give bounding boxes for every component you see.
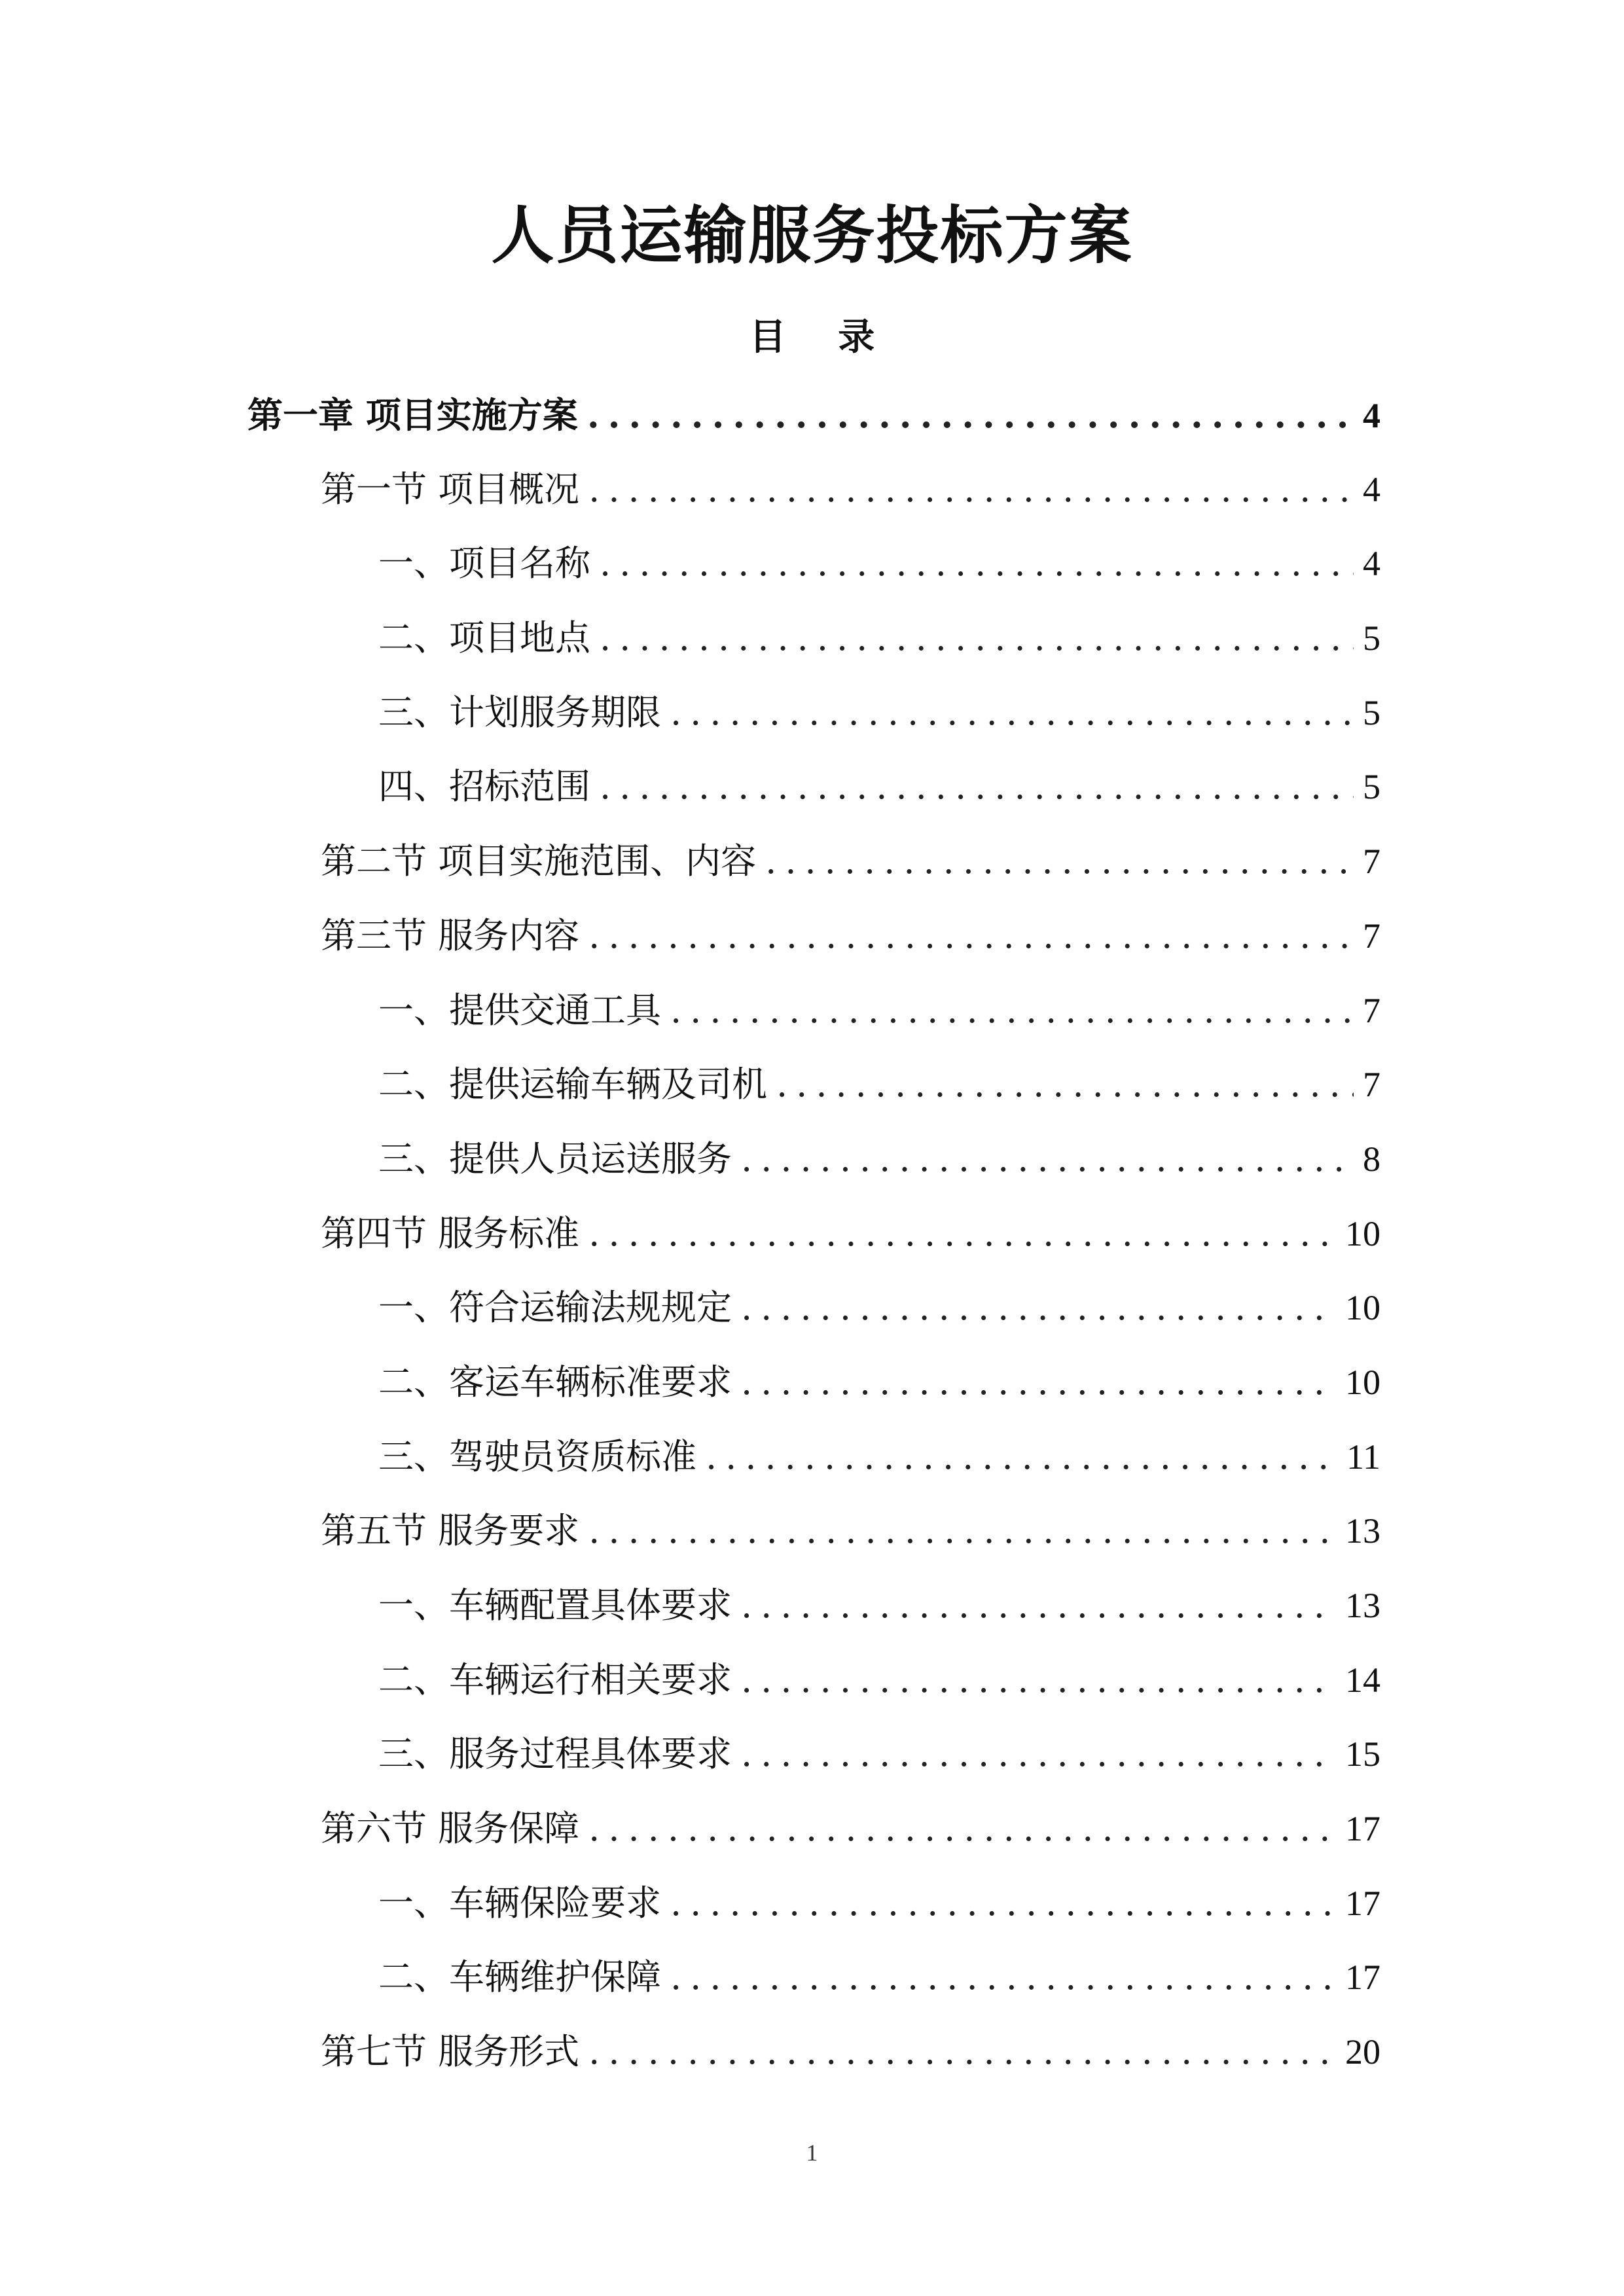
toc-entry-page: 8 — [1363, 1139, 1380, 1179]
toc-dot-leader — [776, 1052, 1354, 1117]
toc-entry[interactable] — [0, 382, 1624, 457]
toc-entry-label: 第一节 项目概况 — [321, 468, 580, 510]
toc-entry[interactable] — [0, 1126, 1624, 1201]
toc-entry-page: 5 — [1363, 619, 1380, 658]
toc-entry[interactable] — [0, 978, 1624, 1052]
toc-entry-label: 一、项目名称 — [378, 543, 590, 584]
document-title: 人员运输服务投标方案 — [491, 198, 1133, 272]
toc-dot-leader — [600, 754, 1354, 819]
toc-entry-page: 10 — [1345, 1288, 1380, 1328]
toc-dot-leader — [765, 829, 1354, 894]
toc-entry[interactable] — [0, 457, 1624, 531]
toc-entry-label: 四、招标范围 — [378, 766, 590, 808]
toc-dot-leader — [741, 1573, 1336, 1638]
toc-entry[interactable] — [0, 1052, 1624, 1126]
toc-entry-page: 7 — [1363, 990, 1380, 1030]
toc-dot-leader — [670, 978, 1354, 1043]
toc-entry-page: 14 — [1345, 1660, 1380, 1700]
toc-entry[interactable] — [0, 1573, 1624, 1647]
toc-entry-page: 15 — [1345, 1734, 1380, 1774]
toc-dot-leader — [588, 457, 1354, 522]
toc-entry[interactable] — [0, 1796, 1624, 1871]
toc-heading: 目 录 — [749, 315, 895, 359]
toc-entry-label: 一、符合运输法规规定 — [378, 1287, 732, 1329]
toc-entry-page: 13 — [1345, 1586, 1380, 1625]
toc-entry[interactable] — [0, 1721, 1624, 1796]
toc-entry-label: 二、项目地点 — [378, 617, 590, 659]
toc-dot-leader — [741, 1721, 1336, 1787]
toc-entry-page: 13 — [1345, 1511, 1380, 1551]
toc-entry[interactable] — [0, 1647, 1624, 1722]
toc-entry-page: 10 — [1345, 1362, 1380, 1402]
toc-dot-leader — [741, 1126, 1354, 1192]
toc-dot-leader — [587, 382, 1354, 448]
toc-entry-label: 第六节 服务保障 — [321, 1808, 580, 1850]
toc-entry-label: 二、车辆运行相关要求 — [378, 1659, 732, 1700]
toc-entry-page: 17 — [1345, 1809, 1380, 1849]
toc-entry-page: 5 — [1363, 692, 1380, 732]
toc-entry-page: 4 — [1363, 469, 1380, 509]
toc-dot-leader — [670, 1945, 1336, 2010]
toc-entry-page: 17 — [1345, 1958, 1380, 1998]
toc-entry-label: 三、提供人员运送服务 — [378, 1138, 732, 1179]
toc-entry-page: 7 — [1363, 842, 1380, 882]
toc-entry-label: 三、驾驶员资质标准 — [378, 1435, 696, 1477]
toc-dot-leader — [706, 1424, 1337, 1490]
toc-entry-label: 第一章 项目实施方案 — [247, 394, 578, 436]
toc-entry-label: 二、车辆维护保障 — [378, 1956, 661, 1998]
toc-entry-page: 17 — [1345, 1883, 1380, 1923]
toc-dot-leader — [670, 680, 1354, 745]
toc-entry-page: 4 — [1363, 544, 1380, 584]
toc-dot-leader — [600, 605, 1354, 671]
toc-dot-leader — [741, 1647, 1336, 1713]
toc-dot-leader — [588, 1498, 1336, 1564]
toc-dot-leader — [741, 1275, 1336, 1340]
toc-entry-label: 第五节 服务要求 — [321, 1510, 580, 1552]
toc-entry-page: 4 — [1363, 396, 1380, 435]
toc-entry-label: 第三节 服务内容 — [321, 914, 580, 956]
toc-entry-label: 二、客运车辆标准要求 — [378, 1361, 732, 1403]
toc-entry[interactable] — [0, 829, 1624, 903]
toc-entry-page: 7 — [1363, 1065, 1380, 1105]
page-number: 1 — [806, 2140, 818, 2166]
toc-entry-label: 第二节 项目实施范围、内容 — [321, 840, 757, 882]
toc-entry[interactable] — [0, 754, 1624, 829]
toc-entry[interactable] — [0, 531, 1624, 605]
toc-entry[interactable] — [0, 2019, 1624, 2094]
toc-entry[interactable] — [0, 680, 1624, 755]
toc-entry-label: 二、提供运输车辆及司机 — [378, 1064, 767, 1105]
table-of-contents — [0, 382, 1624, 2094]
toc-dot-leader — [588, 2019, 1336, 2085]
toc-entry[interactable] — [0, 1275, 1624, 1350]
toc-entry[interactable] — [0, 1498, 1624, 1573]
toc-entry-label: 三、服务过程具体要求 — [378, 1733, 732, 1775]
toc-entry-label: 三、计划服务期限 — [378, 691, 661, 733]
toc-entry-label: 一、提供交通工具 — [378, 989, 661, 1031]
toc-entry[interactable] — [0, 1871, 1624, 1945]
toc-entry[interactable] — [0, 1945, 1624, 2019]
toc-entry-page: 5 — [1363, 767, 1380, 807]
toc-entry-label: 一、车辆保险要求 — [378, 1882, 661, 1924]
toc-entry-page: 11 — [1346, 1437, 1380, 1477]
toc-entry-page: 20 — [1345, 2032, 1380, 2072]
toc-entry-page: 7 — [1363, 916, 1380, 956]
toc-dot-leader — [588, 1201, 1336, 1266]
toc-entry[interactable] — [0, 605, 1624, 680]
toc-dot-leader — [588, 1796, 1336, 1861]
toc-dot-leader — [600, 531, 1354, 596]
toc-entry[interactable] — [0, 1424, 1624, 1499]
toc-entry[interactable] — [0, 1201, 1624, 1276]
toc-entry[interactable] — [0, 903, 1624, 978]
toc-entry[interactable] — [0, 1350, 1624, 1424]
toc-dot-leader — [741, 1350, 1336, 1415]
toc-entry-label: 一、车辆配置具体要求 — [378, 1585, 732, 1626]
toc-entry-label: 第七节 服务形式 — [321, 2031, 580, 2073]
toc-dot-leader — [670, 1871, 1336, 1936]
toc-entry-page: 10 — [1345, 1213, 1380, 1253]
toc-dot-leader — [588, 903, 1354, 969]
toc-entry-label: 第四节 服务标准 — [321, 1212, 580, 1254]
